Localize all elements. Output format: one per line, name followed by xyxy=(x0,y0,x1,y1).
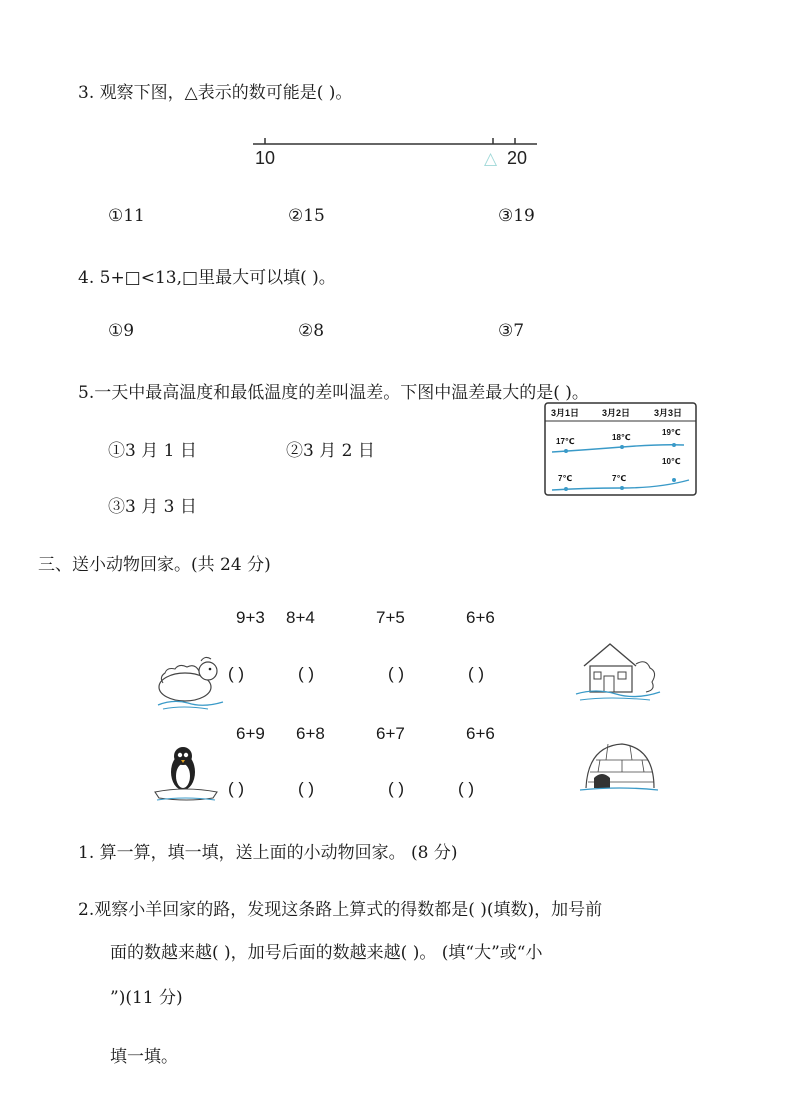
q4-option-2: ②8 xyxy=(298,321,325,341)
chart-date-3: 3月3日 xyxy=(654,408,683,418)
triangle-marker: △ xyxy=(484,149,498,168)
expr-r2-3: 6+7 xyxy=(376,724,405,743)
expr-r1-1: 9+3 xyxy=(236,608,265,627)
section-3-title: 三、送小动物回家。(共 24 分) xyxy=(38,555,271,575)
temperature-chart xyxy=(544,402,698,497)
chart-low-2: 7℃ xyxy=(612,474,627,483)
expr-r2-4: 6+6 xyxy=(466,724,495,743)
question-3: 3. 观察下图，△表示的数可能是( )。 xyxy=(78,83,353,103)
blank-r1-4[interactable]: ( ) xyxy=(468,664,485,683)
chart-low-1: 7℃ xyxy=(558,474,573,483)
q5-option-3: ③3 月 3 日 xyxy=(108,497,197,517)
house-illustration xyxy=(574,638,662,704)
q3-option-1: ①11 xyxy=(108,206,145,226)
chart-date-2: 3月2日 xyxy=(602,408,631,418)
q4-option-3: ③7 xyxy=(498,321,525,341)
chart-low-3: 10℃ xyxy=(662,457,681,466)
expr-r1-4: 6+6 xyxy=(466,608,495,627)
number-line-left-label: 10 xyxy=(255,148,276,168)
expr-r2-1: 6+9 xyxy=(236,724,265,743)
number-line-right-label: 20 xyxy=(507,148,528,168)
q3-option-3: ③19 xyxy=(498,206,535,226)
expr-r1-2: 8+4 xyxy=(286,608,315,627)
blank-r2-4[interactable]: ( ) xyxy=(458,779,475,798)
blank-r1-2[interactable]: ( ) xyxy=(298,664,315,683)
penguin-illustration xyxy=(153,742,221,804)
blank-r2-2[interactable]: ( ) xyxy=(298,779,315,798)
chart-high-3: 19℃ xyxy=(662,428,681,437)
q5-option-2: ②3 月 2 日 xyxy=(286,441,375,461)
blank-r2-1[interactable]: ( ) xyxy=(228,779,245,798)
section-3-q2-line2: 面的数越来越( )，加号后面的数越来越( )。 (填“大”或“小 xyxy=(110,943,543,963)
blank-r1-3[interactable]: ( ) xyxy=(388,664,405,683)
sheep-illustration xyxy=(153,645,231,713)
section-3-q2-line3: ”)(11 分) xyxy=(110,988,183,1008)
q5-option-1: ①3 月 1 日 xyxy=(108,441,197,461)
blank-r1-1[interactable]: ( ) xyxy=(228,664,245,683)
section-3-q1: 1. 算一算，填一填，送上面的小动物回家。 (8 分) xyxy=(78,843,458,863)
question-5: 5.一天中最高温度和最低温度的差叫温差。下图中温差最大的是( )。 xyxy=(78,383,589,403)
section-3-q2-line1: 2.观察小羊回家的路，发现这条路上算式的得数都是( )(填数)，加号前 xyxy=(78,900,603,920)
chart-high-1: 17℃ xyxy=(556,437,575,446)
q4-option-1: ①9 xyxy=(108,321,135,341)
chart-high-2: 18℃ xyxy=(612,433,631,442)
question-4: 4. 5+□<13,□里最大可以填( )。 xyxy=(78,268,336,288)
expr-r2-2: 6+8 xyxy=(296,724,325,743)
fill-in-prompt: 填一填。 xyxy=(110,1047,178,1067)
q3-option-2: ②15 xyxy=(288,206,325,226)
igloo-illustration xyxy=(578,738,660,798)
chart-date-1: 3月1日 xyxy=(551,408,580,418)
number-line xyxy=(245,130,545,175)
expr-r1-3: 7+5 xyxy=(376,608,405,627)
blank-r2-3[interactable]: ( ) xyxy=(388,779,405,798)
